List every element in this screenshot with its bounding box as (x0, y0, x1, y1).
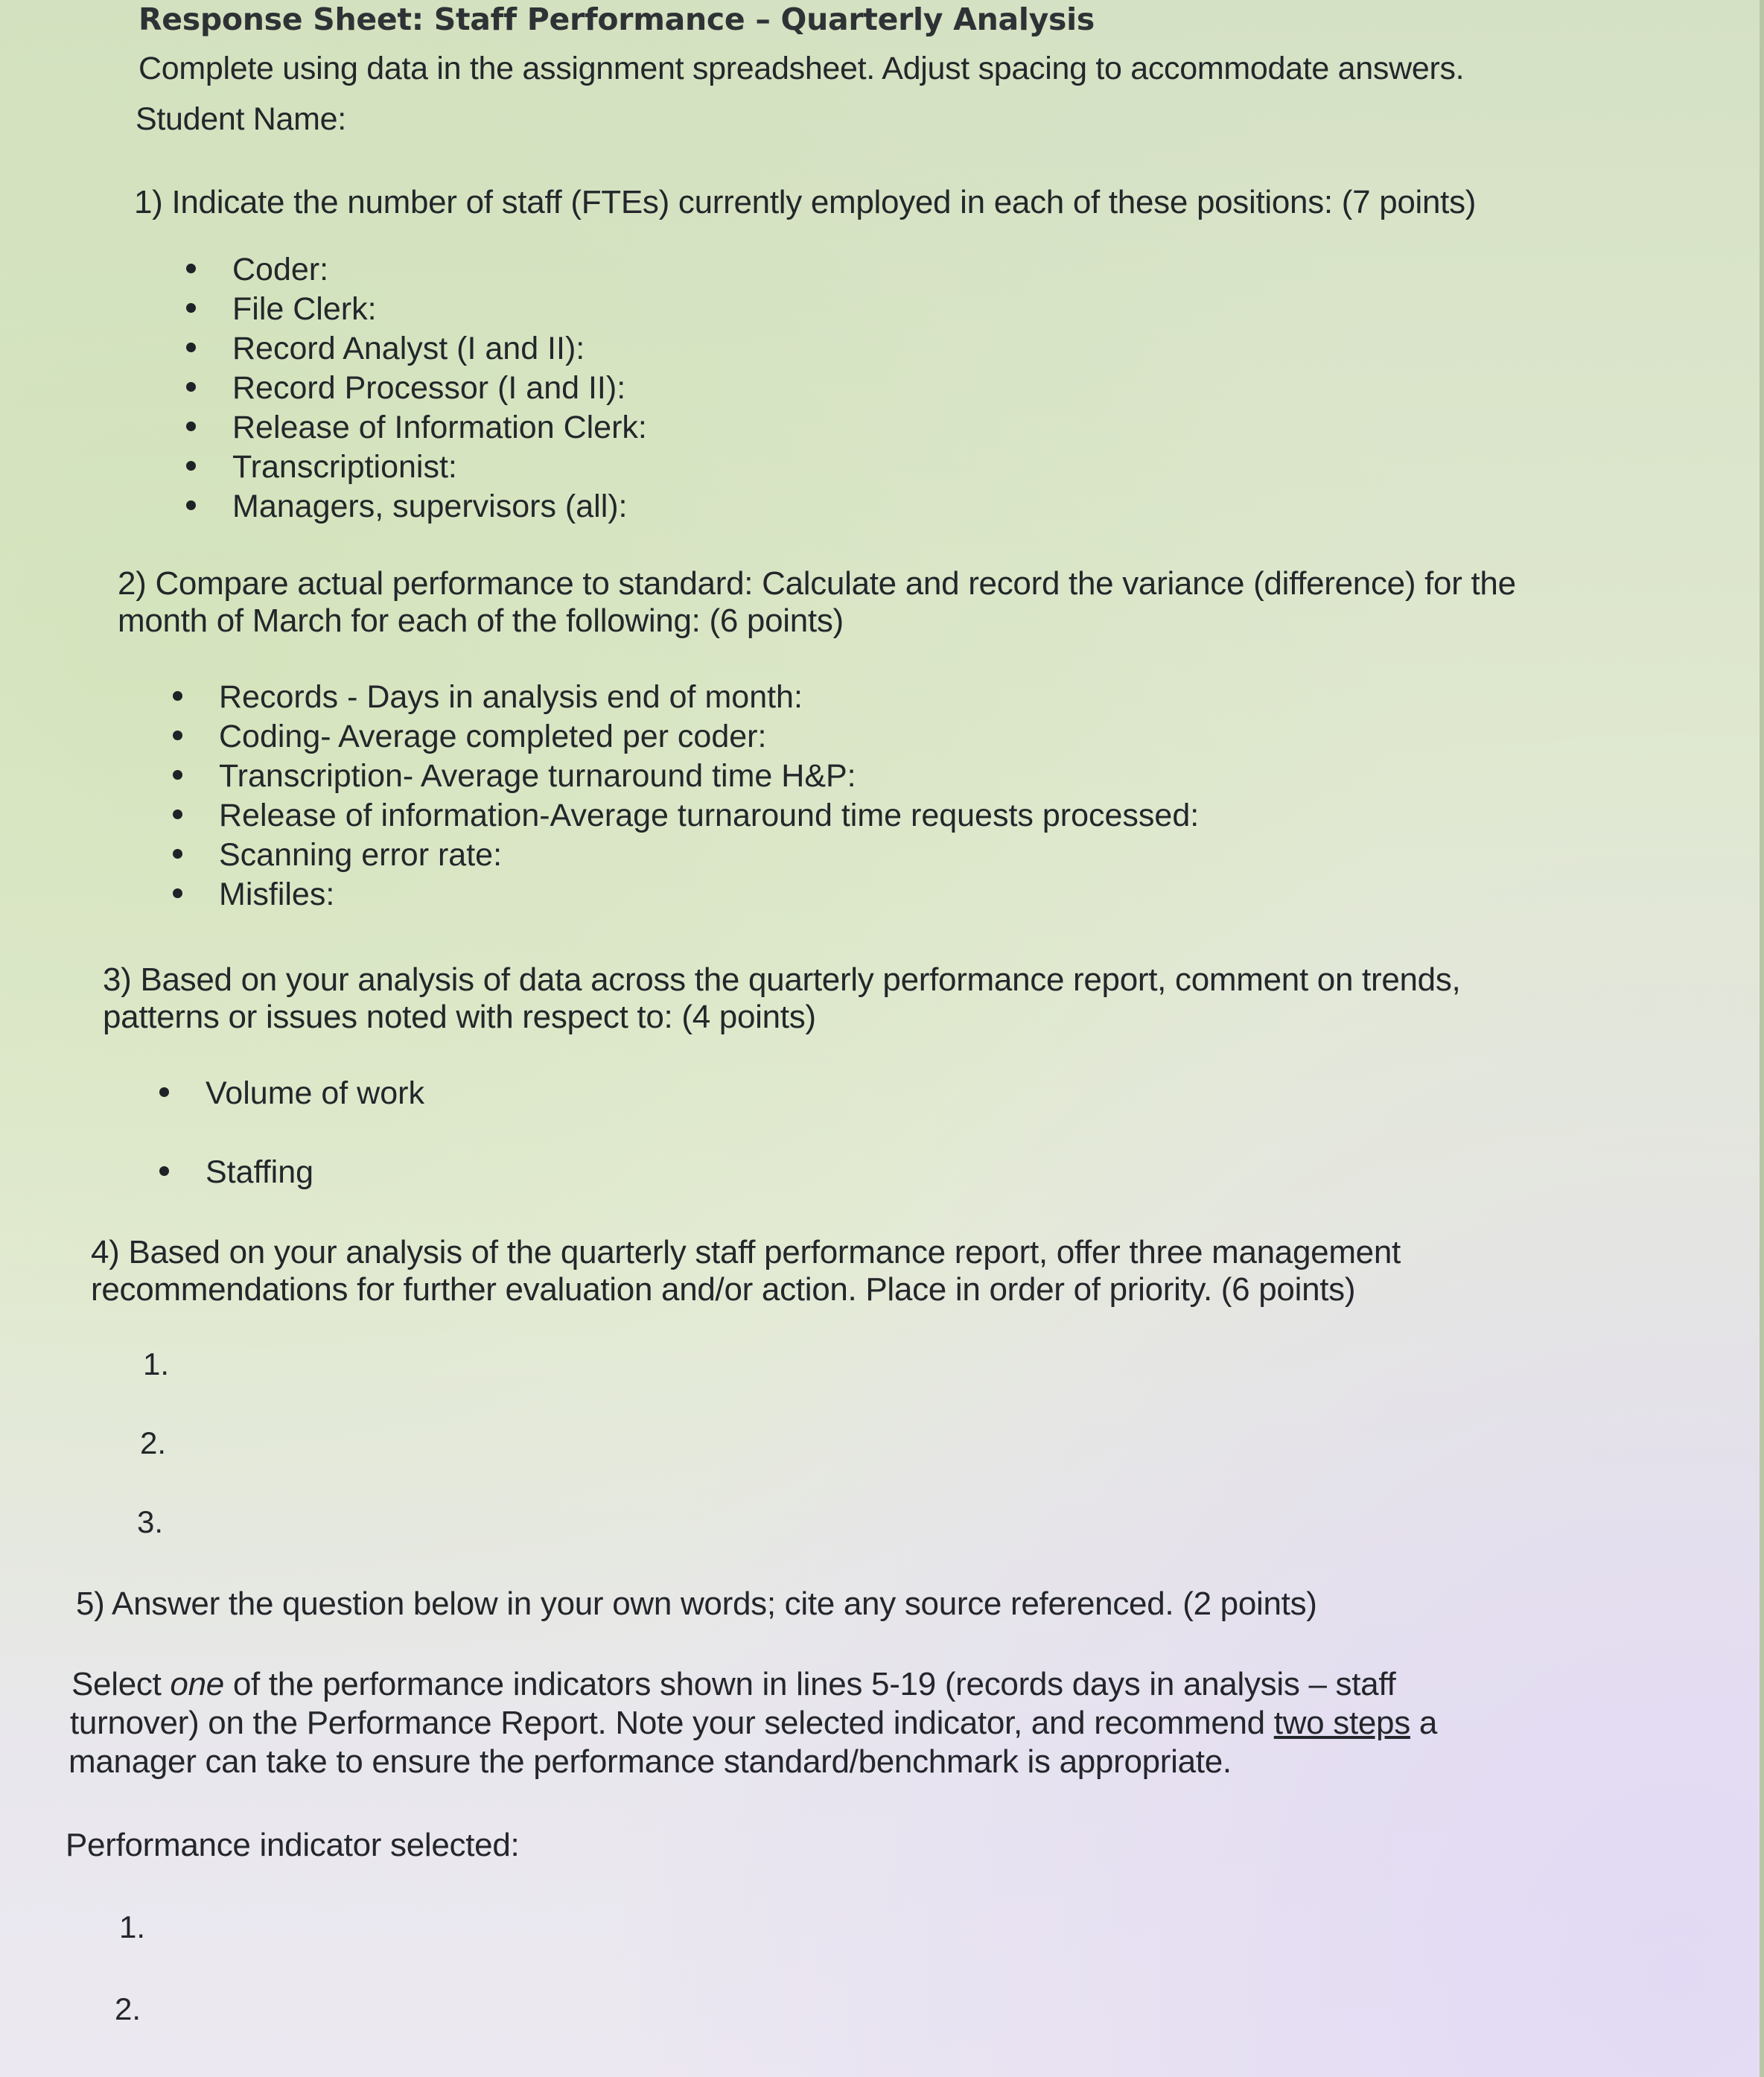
list-item (173, 796, 1199, 836)
metric-label: Release of information-Average turnaround time requests processed: (219, 798, 1200, 833)
list-item (159, 1074, 424, 1153)
question-5-paragraph-line-2 (70, 1704, 1437, 1743)
paragraph-text: of the performance indicators shown in lines 5-19 (records days in analysis – staff (223, 1666, 1396, 1702)
list-item (173, 836, 1199, 875)
bullet-icon (186, 500, 196, 510)
bullet-icon (159, 1166, 169, 1176)
position-label: File Clerk: (232, 291, 377, 327)
list-item (186, 369, 647, 408)
student-name-label: Student Name: (136, 101, 346, 137)
bullet-icon (173, 691, 182, 701)
bullet-icon (186, 303, 196, 313)
question-3-prompt-line-2: patterns or issues noted with respect to: (4 points) (103, 999, 816, 1035)
bullet-icon (186, 422, 196, 431)
position-label: Record Analyst (I and II): (232, 331, 585, 366)
metric-label: Records - Days in analysis end of month: (219, 679, 803, 715)
question-1-prompt: 1) Indicate the number of staff (FTEs) currently employed in each of these positions: (7 points) (134, 184, 1477, 220)
list-item (159, 1153, 424, 1192)
bullet-icon (173, 849, 182, 859)
emphasis-text: one (170, 1666, 224, 1702)
list-item (186, 487, 647, 527)
question-5-paragraph-line-3: manager can take to ensure the performance standard/benchmark is appropriate. (69, 1743, 1232, 1780)
page-edge (1760, 0, 1764, 2077)
bullet-icon (186, 382, 196, 392)
bullet-icon (173, 770, 182, 780)
list-item (186, 250, 647, 290)
metric-label: Transcription- Average turnaround time H&P: (219, 758, 856, 794)
bullet-icon (173, 810, 182, 819)
position-label: Coder: (232, 252, 329, 287)
performance-indicator-label: Performance indicator selected: (66, 1827, 520, 1863)
list-item (173, 717, 1199, 757)
list-item (186, 448, 647, 487)
question-4-prompt-line-2: recommendations for further evaluation and/or action. Place in order of priority. (6 points) (91, 1271, 1356, 1308)
question-1-position-list (186, 250, 647, 527)
topic-label: Volume of work (206, 1075, 424, 1111)
step-number: 2. (115, 1991, 141, 2026)
question-3-prompt-line-1: 3) Based on your analysis of data across the quarterly performance report, comment on trends, (103, 961, 1461, 998)
question-5-paragraph-line-1 (71, 1665, 1395, 1704)
list-item (186, 290, 647, 329)
step-number: 1. (119, 1909, 146, 1944)
instructions-text: Complete using data in the assignment spreadsheet. Adjust spacing to accommodate answers. (138, 51, 1465, 86)
position-label: Transcriptionist: (232, 449, 457, 485)
metric-label: Misfiles: (219, 877, 335, 912)
list-item (186, 329, 647, 369)
position-label: Managers, supervisors (all): (232, 489, 628, 524)
question-5-prompt: 5) Answer the question below in your own words; cite any source referenced. (2 points) (76, 1585, 1317, 1622)
paragraph-text: Select (71, 1666, 171, 1702)
bullet-icon (186, 343, 196, 352)
question-2-prompt-line-2: month of March for each of the following: (6 points) (118, 602, 844, 639)
recommendation-number: 1. (143, 1346, 170, 1381)
paragraph-text: a (1410, 1705, 1438, 1741)
metric-label: Coding- Average completed per coder: (219, 719, 767, 754)
list-item (173, 757, 1199, 796)
list-item (173, 875, 1199, 915)
underlined-text: two steps (1273, 1705, 1410, 1741)
paragraph-text: turnover) on the Performance Report. Note your selected indicator, and recommend (70, 1705, 1274, 1741)
bullet-icon (159, 1087, 169, 1097)
bullet-icon (173, 888, 182, 898)
document-title: Response Sheet: Staff Performance – Quarterly Analysis (138, 1, 1095, 37)
question-2-prompt-line-1: 2) Compare actual performance to standard: Calculate and record the variance (difference) for the (118, 565, 1516, 602)
topic-label: Staffing (206, 1154, 314, 1190)
list-item (186, 408, 647, 448)
bullet-icon (186, 461, 196, 471)
list-item (173, 678, 1199, 717)
metric-label: Scanning error rate: (219, 837, 503, 873)
position-label: Release of Information Clerk: (232, 410, 647, 445)
question-4-prompt-line-1: 4) Based on your analysis of the quarterly staff performance report, offer three management (91, 1234, 1401, 1270)
question-3-topic-list (159, 1074, 424, 1192)
bullet-icon (173, 731, 182, 740)
recommendation-number: 3. (137, 1504, 164, 1539)
bullet-icon (186, 264, 196, 273)
question-2-metric-list (173, 678, 1199, 915)
recommendation-number: 2. (140, 1425, 167, 1460)
position-label: Record Processor (I and II): (232, 370, 626, 406)
